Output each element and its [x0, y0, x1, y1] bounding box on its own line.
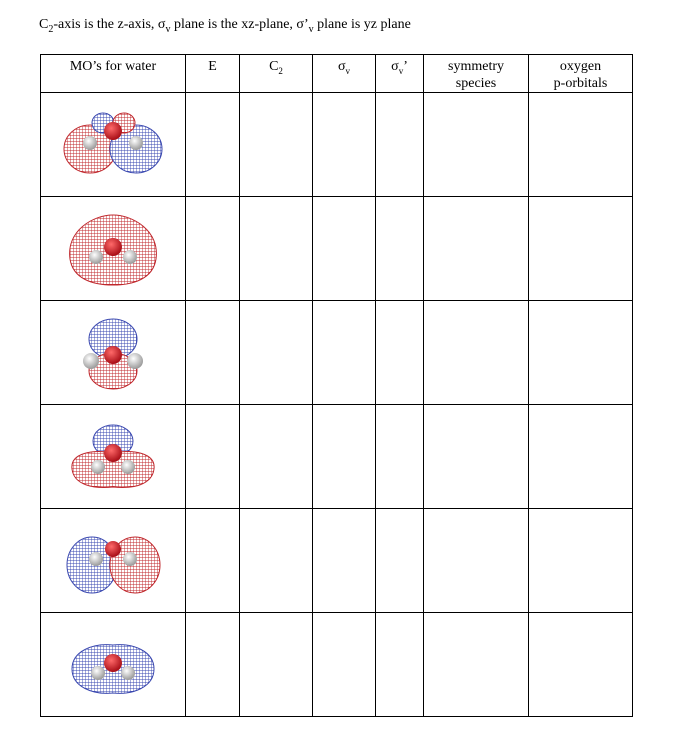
- cell-c2[interactable]: [240, 509, 313, 613]
- cell-sigma-v[interactable]: [313, 405, 376, 509]
- cell-sigma-v[interactable]: [313, 301, 376, 405]
- cell-sigma-v-prime[interactable]: [376, 197, 424, 301]
- cell-c2[interactable]: [240, 197, 313, 301]
- table-row: [41, 405, 633, 509]
- molecular-orbital-4-image: [58, 417, 168, 497]
- header-sigma-v-prime: $\sigma_v$’: [376, 55, 424, 93]
- header-e: E: [186, 55, 240, 93]
- header-sigma-v: $\sigma_v$: [313, 55, 376, 93]
- cell-oxygen-p-orbitals[interactable]: [529, 93, 633, 197]
- cell-sigma-v-prime[interactable]: [376, 301, 424, 405]
- mo-image-cell: [41, 613, 186, 717]
- caption: $C_2$-axis is the z-axis, $\sigma_v$ plane is the xz-plane, $\sigma’_v$ plane is yz plane: [39, 17, 411, 35]
- cell-symmetry-species[interactable]: [424, 509, 529, 613]
- cell-sigma-v-prime[interactable]: [376, 613, 424, 717]
- cell-symmetry-species[interactable]: [424, 301, 529, 405]
- molecular-orbital-5-image: [58, 521, 168, 601]
- molecular-orbital-2-image: [58, 209, 168, 289]
- cell-symmetry-species[interactable]: [424, 197, 529, 301]
- cell-symmetry-species[interactable]: [424, 613, 529, 717]
- header-mo: MO’s for water: [41, 55, 186, 93]
- cell-oxygen-p-orbitals[interactable]: [529, 405, 633, 509]
- cell-e[interactable]: [186, 405, 240, 509]
- cell-e[interactable]: [186, 301, 240, 405]
- cell-sigma-v[interactable]: [313, 197, 376, 301]
- mo-image-cell: [41, 405, 186, 509]
- cell-c2[interactable]: [240, 301, 313, 405]
- cell-sigma-v[interactable]: [313, 93, 376, 197]
- table-row: [41, 613, 633, 717]
- cell-c2[interactable]: [240, 405, 313, 509]
- cell-sigma-v[interactable]: [313, 509, 376, 613]
- cell-c2[interactable]: [240, 93, 313, 197]
- cell-oxygen-p-orbitals[interactable]: [529, 197, 633, 301]
- mo-image-cell: [41, 197, 186, 301]
- table-row: [41, 197, 633, 301]
- molecular-orbital-3-image: [58, 313, 168, 393]
- cell-e[interactable]: [186, 613, 240, 717]
- cell-c2[interactable]: [240, 613, 313, 717]
- header-row: [41, 55, 633, 93]
- cell-e[interactable]: [186, 197, 240, 301]
- cell-oxygen-p-orbitals[interactable]: [529, 613, 633, 717]
- table-row: [41, 509, 633, 613]
- cell-oxygen-p-orbitals[interactable]: [529, 509, 633, 613]
- cell-sigma-v-prime[interactable]: [376, 405, 424, 509]
- cell-e[interactable]: [186, 93, 240, 197]
- molecular-orbital-6-image: [58, 625, 168, 705]
- mo-table: [40, 54, 633, 717]
- mo-image-cell: [41, 509, 186, 613]
- cell-sigma-v-prime[interactable]: [376, 93, 424, 197]
- cell-symmetry-species[interactable]: [424, 93, 529, 197]
- table-row: [41, 301, 633, 405]
- header-symmetry-species: symmetry species: [424, 55, 529, 93]
- table-row: [41, 93, 633, 197]
- cell-sigma-v-prime[interactable]: [376, 509, 424, 613]
- mo-image-cell: [41, 93, 186, 197]
- molecular-orbital-1-image: [58, 105, 168, 185]
- cell-e[interactable]: [186, 509, 240, 613]
- header-c2: $C_2$: [240, 55, 313, 93]
- mo-image-cell: [41, 301, 186, 405]
- header-oxygen-p-orbitals: oxygen p-orbitals: [529, 55, 633, 93]
- cell-oxygen-p-orbitals[interactable]: [529, 301, 633, 405]
- cell-symmetry-species[interactable]: [424, 405, 529, 509]
- cell-sigma-v[interactable]: [313, 613, 376, 717]
